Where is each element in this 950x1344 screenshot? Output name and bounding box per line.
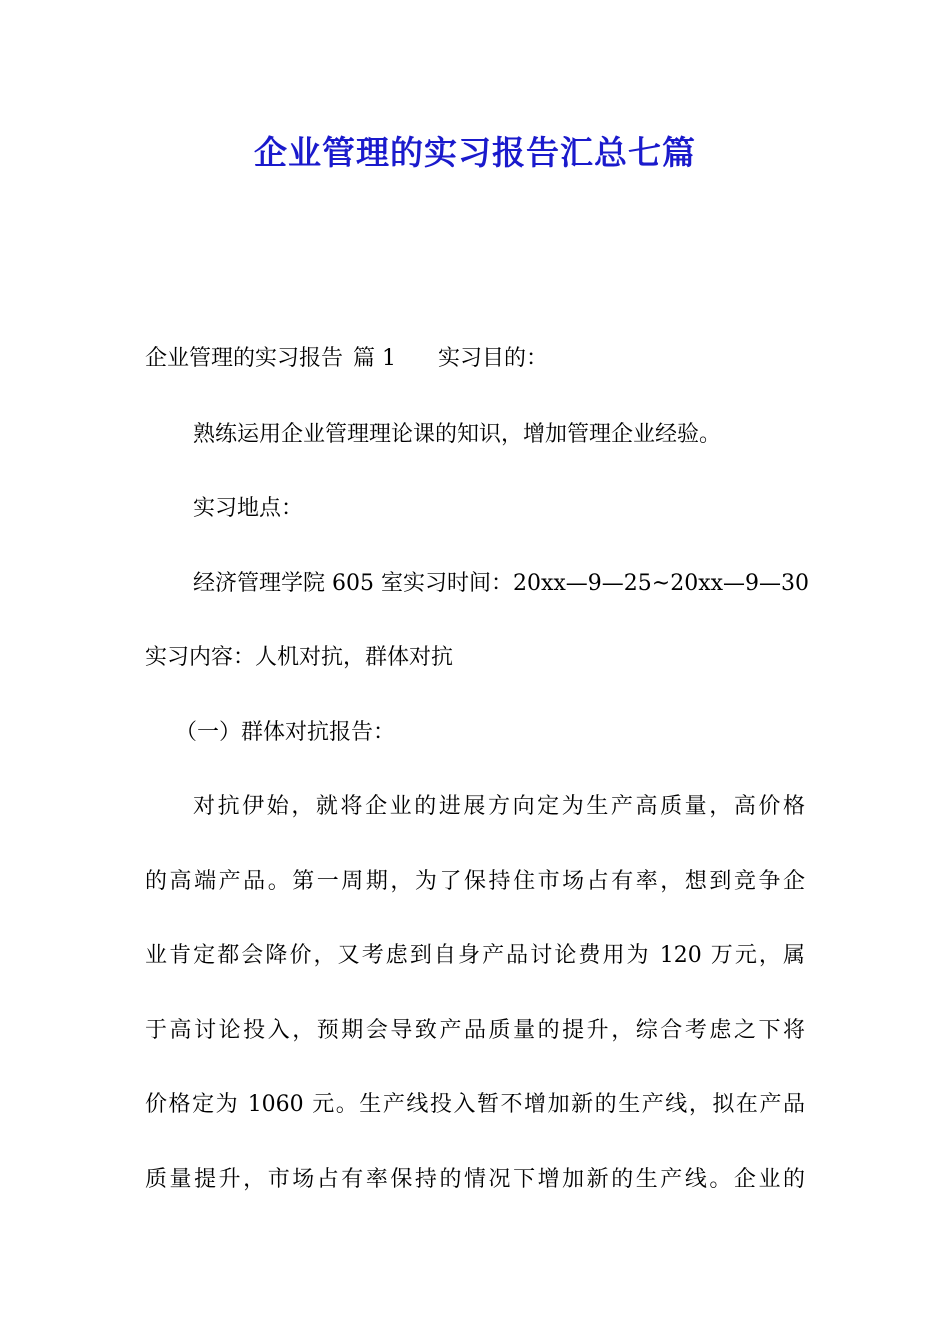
paragraph-text: 价格定为 1060 元。生产线投入暂不增加新的生产线，拟在产品 <box>145 1092 805 1117</box>
paragraph-line <box>0 939 950 973</box>
purpose-heading: 实习目的： <box>438 346 549 371</box>
chapter-number: 篇 1 <box>353 346 397 371</box>
paragraph-text: 业肯定都会降价，又考虑到自身产品讨论费用为 120 万元，属 <box>145 943 805 968</box>
paragraph-line <box>0 865 950 899</box>
paragraph-line <box>0 1088 950 1122</box>
paragraph-text: 质量提升，市场占有率保持的情况下增加新的生产线。企业的 <box>145 1167 805 1192</box>
paragraph-line <box>0 1163 950 1197</box>
paragraph-text: 的高端产品。第一周期，为了保持住市场占有率，想到竞争企 <box>145 869 805 894</box>
report-name: 企业管理的实习报告 <box>145 346 344 371</box>
document-title: 企业管理的实习报告汇总七篇 <box>254 133 696 172</box>
paragraph-line: 经济管理学院 605 室实习时间：20xx—9—25~20xx—9—30 <box>193 571 810 596</box>
section-heading-line <box>0 342 950 376</box>
paragraph-text: 于高讨论投入，预期会导致产品质量的提升，综合考虑之下将 <box>145 1018 805 1043</box>
paragraph-text: 对抗伊始，就将企业的进展方向定为生产高质量，高价格 <box>193 794 805 819</box>
paragraph-line <box>0 1014 950 1048</box>
paragraph-line: 实习地点： <box>193 496 304 521</box>
paragraph-line: 熟练运用企业管理理论课的知识，增加管理企业经验。 <box>193 422 722 447</box>
paragraph-line <box>0 790 950 824</box>
paragraph-line: 实习内容：人机对抗，群体对抗 <box>145 645 454 670</box>
paragraph-line: （一）群体对抗报告： <box>175 720 396 745</box>
